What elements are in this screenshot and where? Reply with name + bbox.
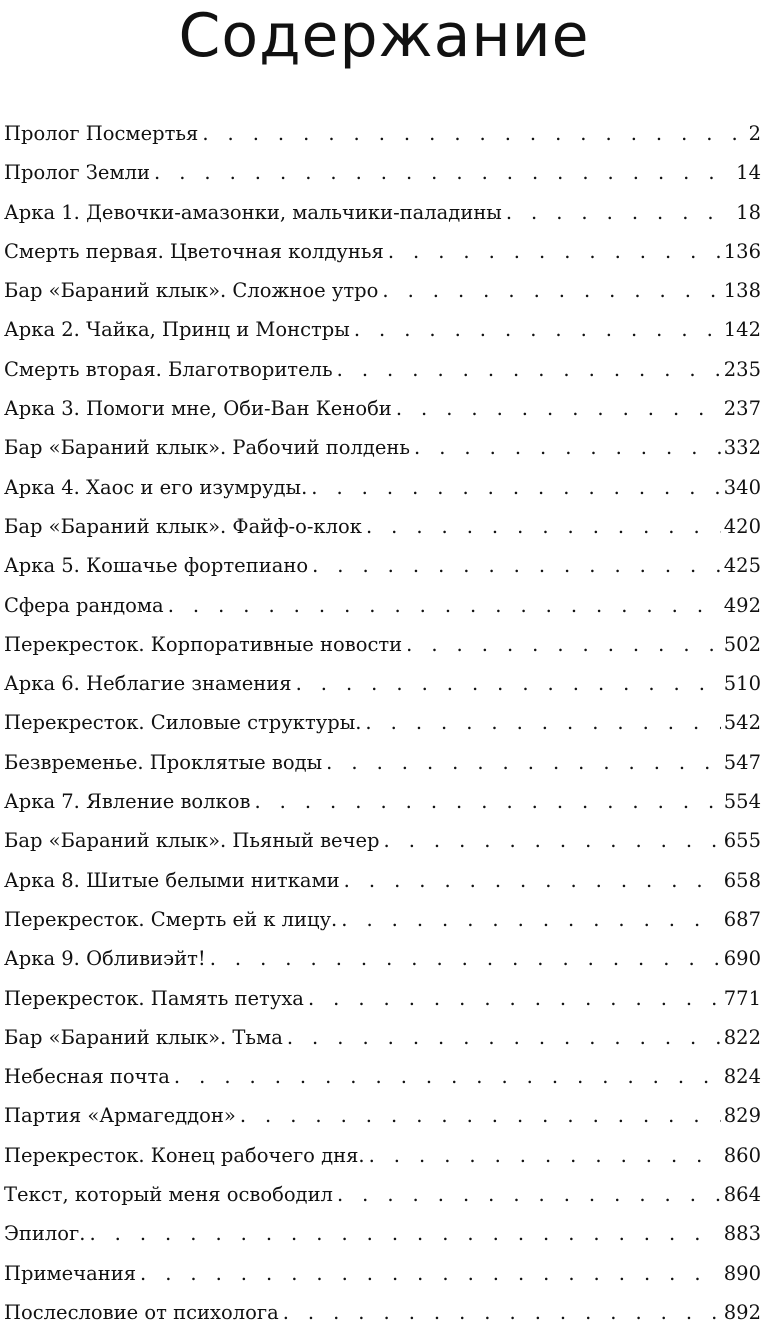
toc-entry-page-number: 237 (723, 397, 761, 421)
dot-leader (311, 468, 720, 507)
toc-entry-page-number: 687 (723, 907, 761, 931)
toc-entry-title: Текст, который меня освободил (4, 1175, 337, 1214)
toc-entry-page-number: 890 (723, 1261, 761, 1285)
toc-entry (4, 939, 761, 978)
dot-leader (341, 900, 721, 939)
toc-entry-page-number: 18 (736, 200, 761, 224)
dot-leader (89, 1214, 720, 1253)
toc-entry-title: Пролог Земли (4, 153, 154, 192)
toc-entry (4, 703, 761, 742)
toc-entry-page-number: 2 (748, 122, 761, 145)
dot-leader (174, 1057, 721, 1096)
toc-entry-title: Арка 4. Хаос и его изумруды. (4, 468, 311, 507)
toc-entry (4, 546, 761, 585)
toc-entry-title: Перекресток. Силовые структуры. (4, 703, 365, 742)
toc-entry-title: Перекресток. Конец рабочего дня. (4, 1136, 369, 1175)
dot-leader (210, 939, 721, 978)
toc-entry-page-number: 14 (736, 161, 761, 185)
dot-leader (283, 1293, 721, 1332)
toc-entry-page-number: 502 (723, 632, 761, 656)
dot-leader (506, 193, 733, 232)
toc-entry (4, 1018, 761, 1057)
toc-entry-title: Бар «Бараний клык». Сложное утро (4, 271, 382, 310)
toc-entry-title: Перекресток. Смерть ей к лицу. (4, 900, 341, 939)
toc-entry (4, 428, 761, 467)
dot-leader (382, 271, 720, 310)
toc-entry-page-number: 554 (723, 790, 761, 814)
toc-entry-title: Бар «Бараний клык». Файф-о-клок (4, 507, 366, 546)
dot-leader (254, 782, 720, 821)
dot-leader (337, 350, 721, 389)
toc-entry (4, 1175, 761, 1214)
toc-entry-title: Перекресток. Память петуха (4, 979, 308, 1018)
toc-entry-page-number: 138 (723, 279, 761, 303)
toc-entry-title: Арка 3. Помоги мне, Оби-Ван Кеноби (4, 389, 396, 428)
toc-entry-title: Смерть первая. Цветочная колдунья (4, 232, 388, 271)
toc-entry-page-number: 332 (723, 436, 761, 460)
toc-entry-page-number: 425 (723, 554, 761, 578)
toc-entry-page-number: 340 (723, 475, 761, 499)
dot-leader (366, 507, 721, 546)
toc-entry (4, 782, 761, 821)
toc-entry (4, 743, 761, 782)
toc-entry (4, 1096, 761, 1135)
toc-entry (4, 900, 761, 939)
toc-entry (4, 1254, 761, 1293)
dot-leader (202, 114, 745, 153)
toc-entry-title: Арка 7. Явление волков (4, 782, 254, 821)
toc-entry-page-number: 235 (723, 357, 761, 381)
toc-entry (4, 271, 761, 310)
toc-entry (4, 114, 761, 153)
toc-entry-page-number: 824 (723, 1065, 761, 1089)
toc-entry-page-number: 860 (723, 1143, 761, 1167)
page-title: Содержание (178, 1, 590, 71)
dot-leader (365, 703, 720, 742)
toc-entry (4, 468, 761, 507)
table-of-contents (4, 114, 761, 1332)
toc-entry-page-number: 136 (723, 239, 761, 263)
toc-entry-title: Послесловие от психолога (4, 1293, 283, 1332)
toc-entry-page-number: 492 (723, 593, 761, 617)
dot-leader (140, 1254, 721, 1293)
toc-entry-title: Сфера рандома (4, 586, 168, 625)
toc-entry-title: Арка 8. Шитые белыми нитками (4, 861, 344, 900)
toc-entry-title: Арка 5. Кошачье фортепиано (4, 546, 312, 585)
toc-entry (4, 193, 761, 232)
dot-leader (344, 861, 721, 900)
toc-entry-page-number: 771 (723, 986, 761, 1010)
dot-leader (168, 586, 721, 625)
toc-entry-title: Безвременье. Проклятые воды (4, 743, 326, 782)
toc-entry-title: Арка 6. Неблагие знамения (4, 664, 296, 703)
toc-entry (4, 1214, 761, 1253)
toc-entry-page-number: 822 (723, 1025, 761, 1049)
toc-entry (4, 1136, 761, 1175)
toc-entry-title: Небесная почта (4, 1057, 174, 1096)
dot-leader (337, 1175, 721, 1214)
dot-leader (388, 232, 721, 271)
toc-entry-title: Бар «Бараний клык». Пьяный вечер (4, 821, 384, 860)
toc-entry-title: Арка 1. Девочки-амазонки, мальчики-паладины (4, 193, 506, 232)
toc-entry (4, 664, 761, 703)
toc-entry (4, 861, 761, 900)
dot-leader (396, 389, 721, 428)
toc-entry-page-number: 547 (723, 750, 761, 774)
toc-entry (4, 979, 761, 1018)
toc-entry (4, 153, 761, 192)
toc-entry (4, 389, 761, 428)
toc-entry-page-number: 864 (723, 1183, 761, 1207)
toc-entry (4, 821, 761, 860)
toc-entry-title: Примечания (4, 1254, 140, 1293)
toc-entry (4, 625, 761, 664)
toc-entry-title: Перекресток. Корпоративные новости (4, 625, 406, 664)
dot-leader (414, 428, 721, 467)
toc-entry-title: Арка 9. Обливиэйт! (4, 939, 210, 978)
toc-entry (4, 350, 761, 389)
toc-entry (4, 586, 761, 625)
dot-leader (326, 743, 721, 782)
toc-entry-page-number: 542 (723, 711, 761, 735)
toc-entry-title: Эпилог. (4, 1214, 89, 1253)
dot-leader (154, 153, 733, 192)
dot-leader (240, 1096, 721, 1135)
toc-entry-title: Партия «Армагеддон» (4, 1096, 240, 1135)
dot-leader (308, 979, 721, 1018)
toc-entry (4, 1057, 761, 1096)
dot-leader (287, 1018, 721, 1057)
toc-entry-title: Смерть вторая. Благотворитель (4, 350, 337, 389)
toc-entry-page-number: 829 (723, 1104, 761, 1128)
toc-entry-page-number: 690 (723, 947, 761, 971)
dot-leader (296, 664, 721, 703)
dot-leader (369, 1136, 721, 1175)
toc-entry-page-number: 420 (723, 514, 761, 538)
toc-entry-page-number: 883 (723, 1222, 761, 1246)
toc-entry-page-number: 655 (723, 829, 761, 853)
dot-leader (406, 625, 721, 664)
toc-entry (4, 310, 761, 349)
dot-leader (354, 310, 721, 349)
dot-leader (384, 821, 721, 860)
toc-entry (4, 232, 761, 271)
toc-entry-page-number: 658 (723, 868, 761, 892)
toc-entry-title: Бар «Бараний клык». Рабочий полдень (4, 428, 414, 467)
toc-entry-title: Арка 2. Чайка, Принц и Монстры (4, 310, 354, 349)
toc-entry-page-number: 510 (723, 672, 761, 696)
toc-entry-page-number: 892 (723, 1300, 761, 1324)
toc-entry-page-number: 142 (723, 318, 761, 342)
dot-leader (312, 546, 721, 585)
toc-entry-title: Пролог Посмертья (4, 114, 202, 153)
toc-entry-title: Бар «Бараний клык». Тьма (4, 1018, 287, 1057)
toc-entry (4, 1293, 761, 1332)
toc-entry (4, 507, 761, 546)
